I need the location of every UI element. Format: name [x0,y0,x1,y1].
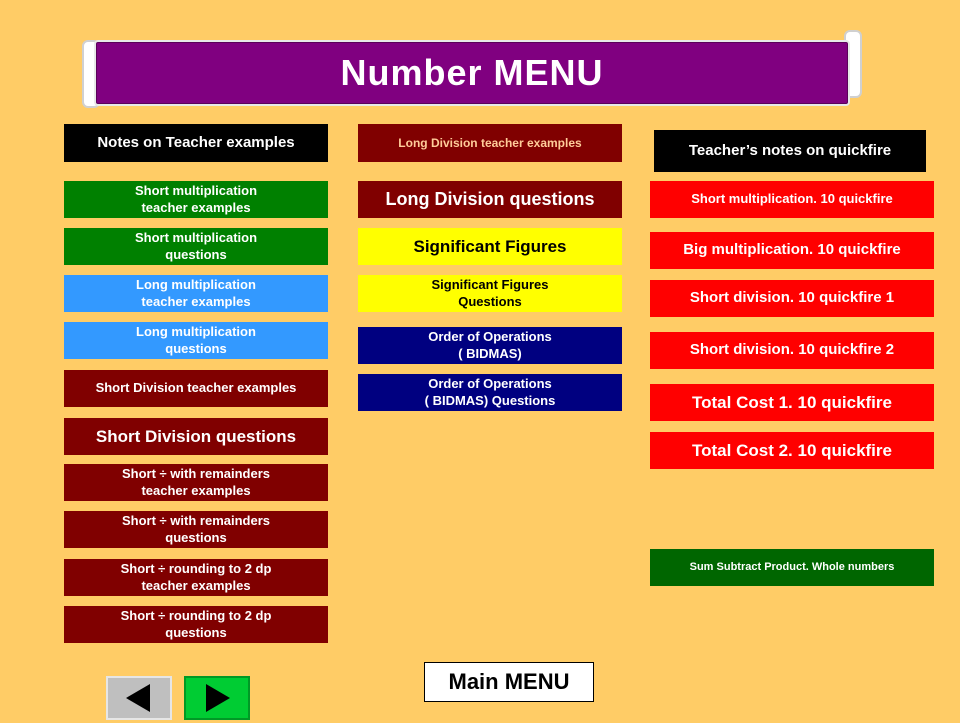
button-label-line: Order of Operations [428,376,552,392]
big-multiplication-quickfire-button[interactable]: Big multiplication. 10 quickfire [650,232,934,269]
title-banner [82,30,862,106]
back-button[interactable] [106,676,172,720]
button-label-line: ( BIDMAS) Questions [424,392,556,408]
button-label-line: Long multiplication [136,277,256,293]
button-label [121,561,272,594]
button-label-line: Questions [458,293,522,309]
order-of-operations-button[interactable] [358,327,622,364]
button-label-line: questions [165,529,227,545]
button-label-line: Short multiplication [134,183,258,199]
short-division-quickfire-1-button[interactable]: Short division. 10 quickfire 1 [650,280,934,317]
button-label-line: ( BIDMAS) [458,345,522,361]
button-label-line: Significant Figures [431,277,549,293]
forward-button[interactable] [184,676,250,720]
triangle-right-icon [186,678,248,718]
button-label-line: Short ÷ with remainders [122,466,270,482]
button-label-line: questions [165,246,227,262]
short-multiplication-teacher-examples-button[interactable] [64,181,328,218]
short-multiplication-questions-button[interactable] [64,228,328,265]
button-label-line: teacher examples [141,482,251,498]
long-multiplication-teacher-examples-button[interactable] [64,275,328,312]
button-label-line: Long multiplication [136,324,256,340]
short-division-rounding-teacher-examples-button[interactable] [64,559,328,596]
triangle-left-icon [108,678,170,718]
notes-teacher-examples-button[interactable]: Notes on Teacher examples [64,124,328,162]
sum-subtract-product-button[interactable]: Sum Subtract Product. Whole numbers [650,549,934,586]
total-cost-2-quickfire-button[interactable]: Total Cost 2. 10 quickfire [650,432,934,469]
button-label-line: Order of Operations [428,329,552,345]
button-label-line: Short multiplication [134,230,258,246]
short-division-teacher-examples-button[interactable]: Short Division teacher examples [64,370,328,407]
button-label [135,183,257,216]
button-label [122,466,270,499]
short-division-remainders-teacher-examples-button[interactable] [64,464,328,501]
page-title: Number MENU [340,52,604,93]
significant-figures-questions-button[interactable] [358,275,622,312]
button-label-line: Short ÷ with remainders [122,513,270,529]
button-label-line: questions [165,624,227,640]
title-banner-body [94,40,850,106]
total-cost-1-quickfire-button[interactable]: Total Cost 1. 10 quickfire [650,384,934,421]
button-label [425,376,556,409]
long-division-questions-button[interactable]: Long Division questions [358,181,622,218]
short-division-remainders-questions-button[interactable] [64,511,328,548]
button-label-line: Short ÷ rounding to 2 dp [120,561,272,577]
short-division-rounding-questions-button[interactable] [64,606,328,643]
button-label-line: questions [165,340,227,356]
button-label [122,513,270,546]
long-division-teacher-examples-button[interactable]: Long Division teacher examples [358,124,622,162]
teacher-notes-quickfire-button[interactable]: Teacher’s notes on quickfire [654,130,926,172]
significant-figures-button[interactable]: Significant Figures [358,228,622,265]
button-label [428,329,552,362]
long-multiplication-questions-button[interactable] [64,322,328,359]
button-label-line: teacher examples [141,293,251,309]
button-label [431,277,548,310]
button-label-line: teacher examples [141,199,251,215]
button-label [121,608,272,641]
button-label-line: teacher examples [141,577,251,593]
button-label [136,324,256,357]
button-label-line: Short ÷ rounding to 2 dp [120,608,272,624]
order-of-operations-questions-button[interactable] [358,374,622,411]
button-label [135,230,257,263]
button-label [136,277,256,310]
main-menu-button[interactable]: Main MENU [424,662,594,702]
short-division-questions-button[interactable]: Short Division questions [64,418,328,455]
short-division-quickfire-2-button[interactable]: Short division. 10 quickfire 2 [650,332,934,369]
short-multiplication-quickfire-button[interactable]: Short multiplication. 10 quickfire [650,181,934,218]
